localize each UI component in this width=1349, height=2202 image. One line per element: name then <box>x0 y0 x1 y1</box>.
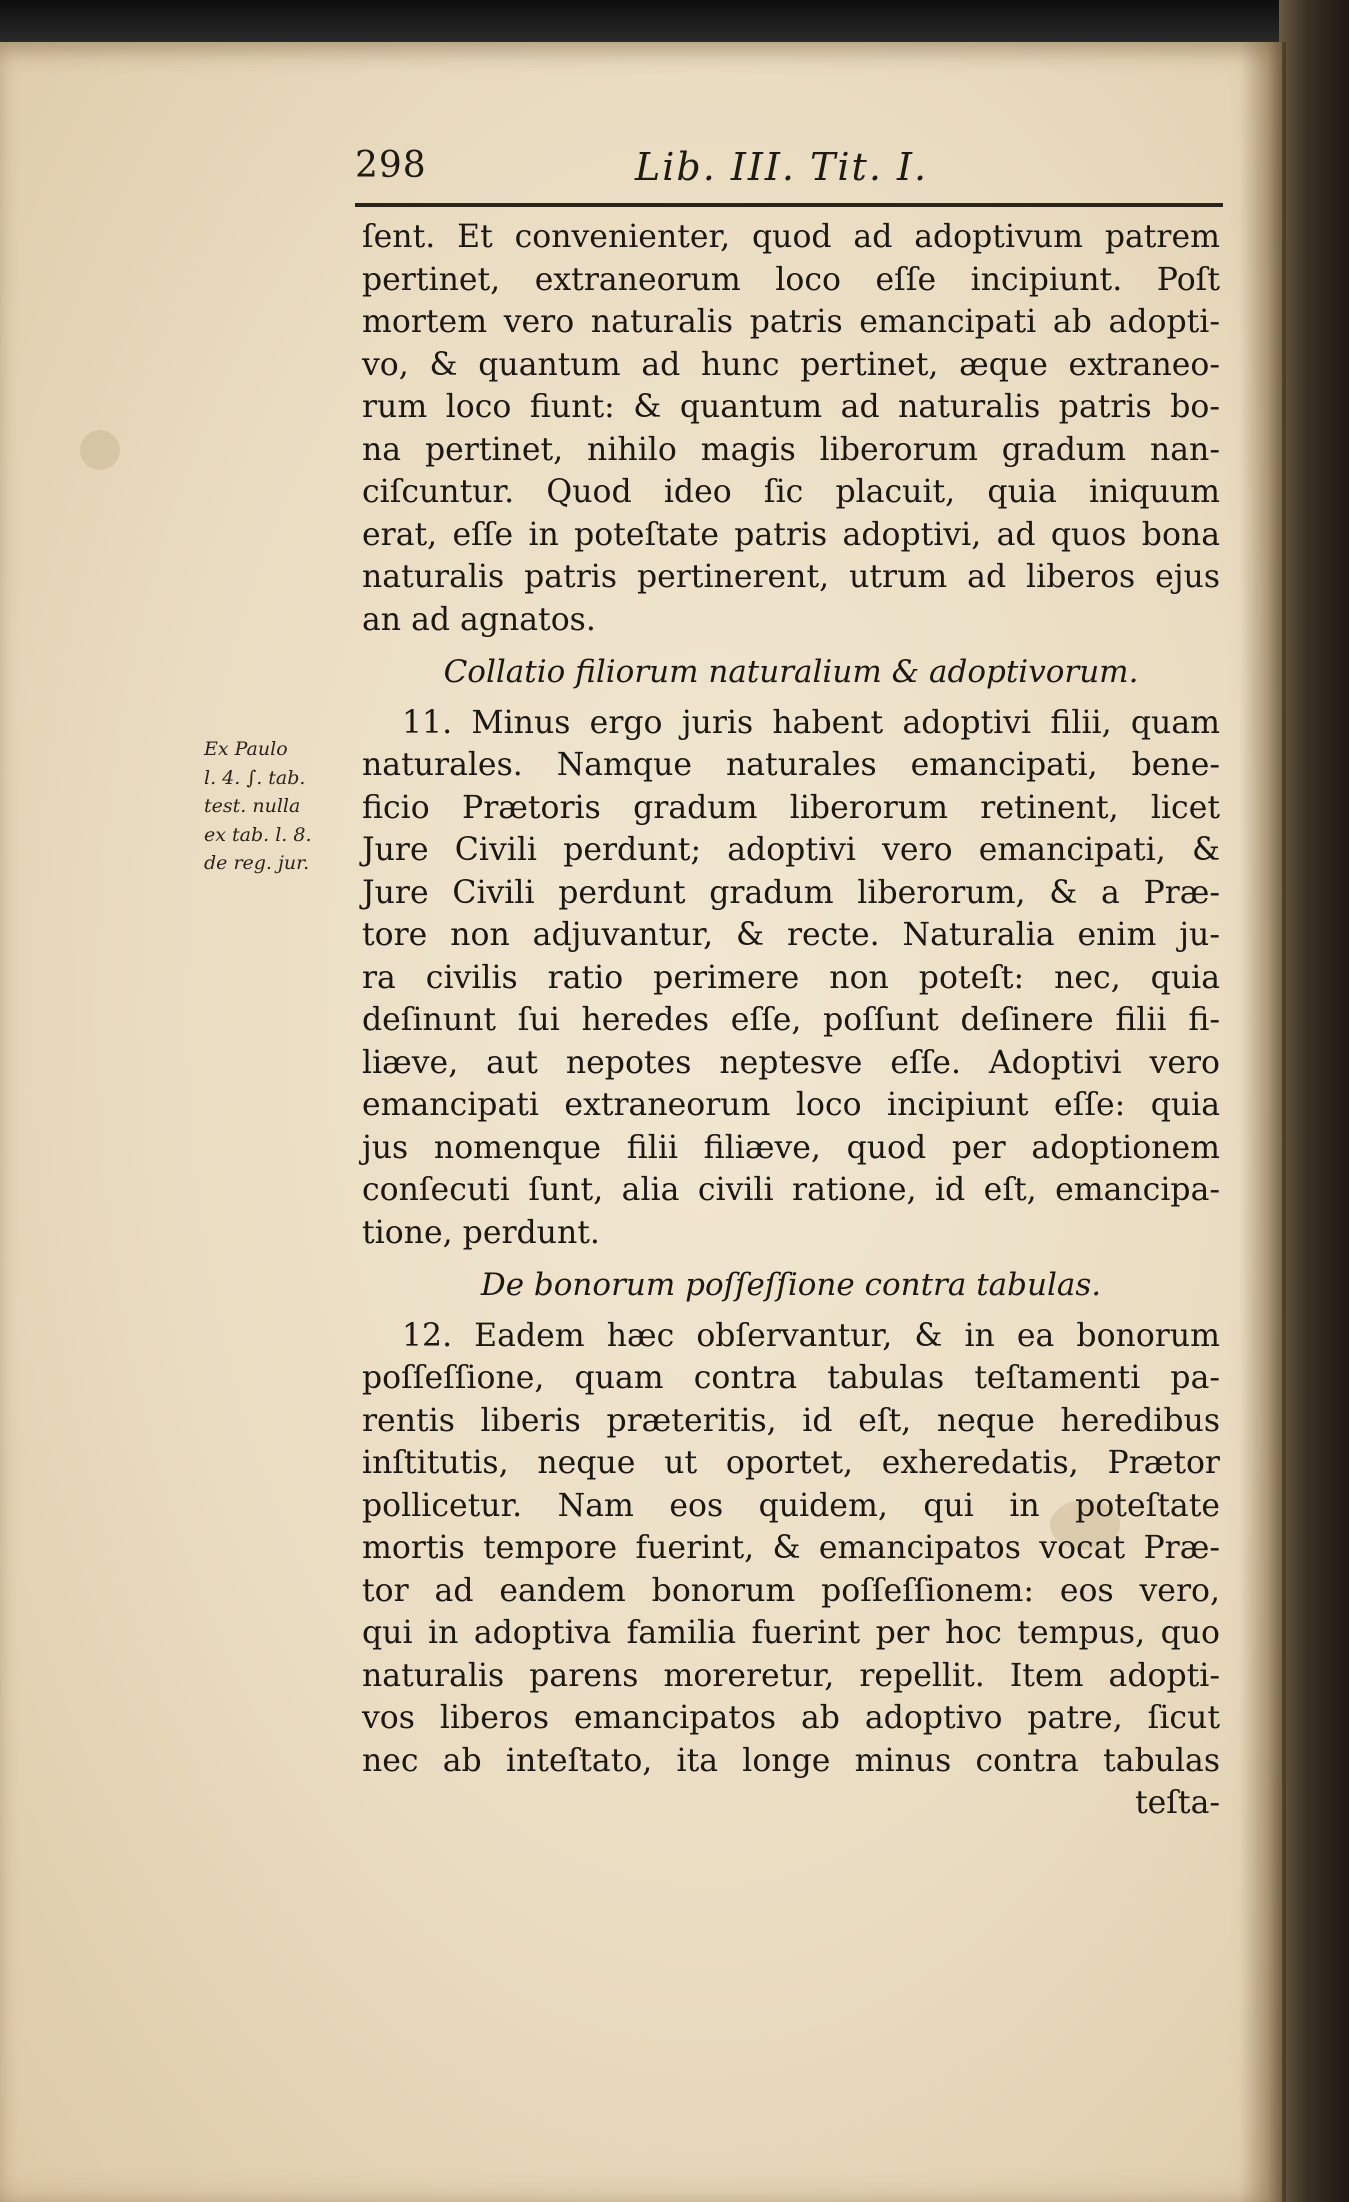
text-line: ſent. Et convenienter, quod ad adoptivum patrem <box>362 219 1220 255</box>
text-line: vo, & quantum ad hunc pertinet, æque extraneo- <box>362 346 1220 383</box>
text-line: ciſcuntur. Quod ideo ſic placuit, quia iniquum <box>362 474 1220 510</box>
text-line: inſtitutis, neque ut oportet, exheredatis, Prætor <box>362 1445 1220 1481</box>
text-line: mortis tempore fuerint, & emancipatos vocat Præ- <box>362 1530 1220 1566</box>
page-fold-shadow <box>1240 42 1286 2202</box>
text-line: poſſeſſione, quam contra tabulas teſtamenti pa- <box>362 1360 1220 1396</box>
text-line: pollicetur. Nam eos quidem, qui in poteſtate <box>362 1487 1220 1524</box>
text-line: an ad agnatos. <box>362 601 596 638</box>
scanner-top-border <box>0 0 1349 44</box>
text-line: ficio Prætoris gradum liberorum retinent, licet <box>362 789 1220 826</box>
text-line: naturalis patris pertinerent, utrum ad liberos ejus <box>362 559 1220 595</box>
page-header <box>355 145 1225 205</box>
text-line: emancipati extraneorum loco incipiunt eſſe: quia <box>362 1087 1220 1123</box>
margin-note-line: test. nulla <box>204 795 301 817</box>
text-line: rentis liberis præteritis, id eſt, neque heredibus <box>362 1402 1220 1439</box>
text-line: nec ab inteſtato, ita longe minus contra tabulas <box>362 1742 1220 1779</box>
paragraph-3 <box>362 1315 1220 1783</box>
text-line: ra civilis ratio perimere non poteſt: nec, quia <box>362 959 1220 996</box>
text-line: naturales. Namque naturales emancipati, bene- <box>362 747 1220 783</box>
header-rule <box>355 203 1223 207</box>
text-line: vos liberos emancipatos ab adoptivo patre, ſicut <box>362 1700 1220 1736</box>
text-line: liæve, aut nepotes neptesve eſſe. Adoptivi vero <box>362 1044 1220 1081</box>
margin-note <box>204 735 364 878</box>
text-line: pertinet, extraneorum loco eſſe incipiunt. Poſt <box>362 261 1220 298</box>
margin-note-line: Ex Paulo <box>204 738 288 760</box>
text-line: tore non adjuvantur, & recte. Naturalia enim ju- <box>362 917 1220 953</box>
page-number: 298 <box>355 145 427 186</box>
text-line: 12. Eadem hæc obſervantur, & in ea bonorum <box>402 1317 1220 1354</box>
margin-note-line: de reg. jur. <box>204 852 310 874</box>
section-heading: Collatio filiorum naturalium & adoptivorum. <box>443 654 1139 690</box>
body-text <box>362 216 1220 1825</box>
text-line: tor ad eandem bonorum poſſeſſionem: eos vero, <box>362 1572 1220 1609</box>
paper-stain <box>80 430 120 470</box>
catchword: teſta- <box>1134 1785 1220 1821</box>
text-line: tione, perdunt. <box>362 1214 600 1251</box>
section-heading: De bonorum poſſeſſione contra tabulas. <box>480 1267 1102 1303</box>
text-line: Jure Civili perdunt gradum liberorum, & a Præ- <box>362 874 1220 911</box>
text-line: qui in adoptiva familia fuerint per hoc tempus, quo <box>362 1615 1220 1651</box>
text-line: erat, eſſe in poteſtate patris adoptivi, ad quos bona <box>362 516 1220 553</box>
margin-note-line: l. 4. ∫. tab. <box>204 766 306 789</box>
running-head: Lib. III. Tit. I. <box>635 145 929 189</box>
text-line: mortem vero naturalis patris emancipati ab adopti- <box>362 304 1220 340</box>
paragraph-2 <box>362 702 1220 1255</box>
text-line: jus nomenque filii filiæve, quod per adoptionem <box>362 1129 1220 1166</box>
paragraph-1 <box>362 216 1220 641</box>
text-line: deſinunt ſui heredes eſſe, poſſunt deſinere filii fi- <box>362 1002 1220 1038</box>
margin-note-line: ex tab. l. 8. <box>204 823 312 846</box>
text-line: na pertinet, nihilo magis liberorum gradum nan- <box>362 431 1220 468</box>
text-line: naturalis parens moreretur, repellit. Item adopti- <box>362 1657 1220 1694</box>
text-line: conſecuti ſunt, alia civili ratione, id eſt, emancipa- <box>362 1172 1220 1208</box>
text-line: 11. Minus ergo juris habent adoptivi filii, quam <box>402 704 1220 741</box>
text-line: Jure Civili perdunt; adoptivi vero emancipati, & <box>362 832 1220 868</box>
book-spine-edge <box>1279 0 1349 2202</box>
text-line: rum loco fiunt: & quantum ad naturalis patris bo- <box>362 389 1220 425</box>
